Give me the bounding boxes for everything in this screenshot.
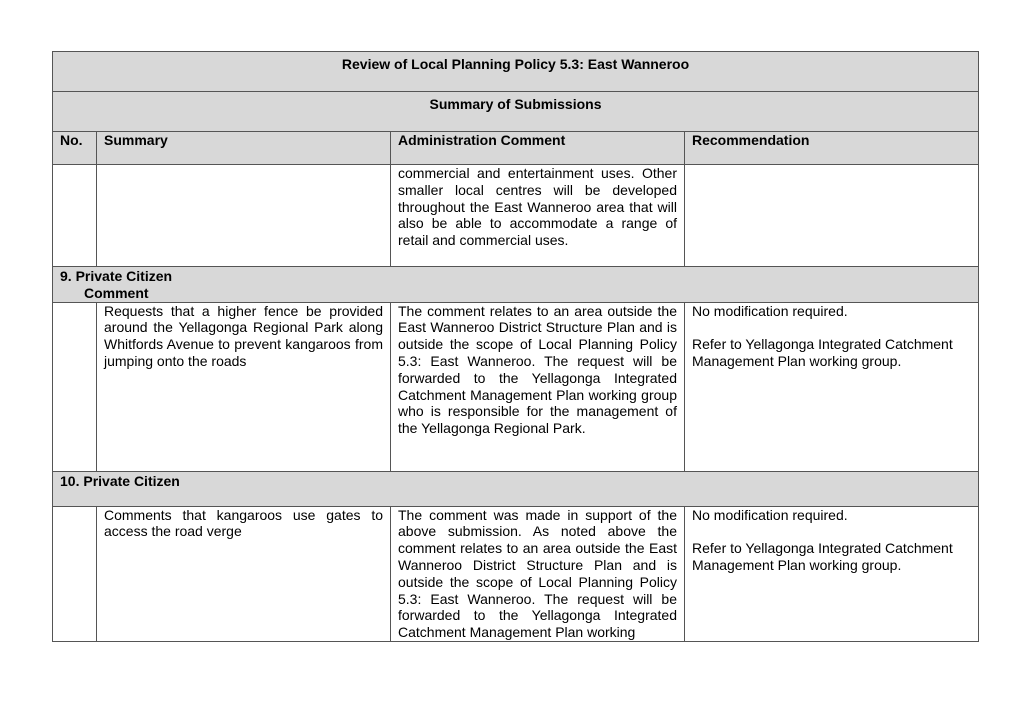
section-heading-9 [53,267,979,303]
submissions-table [52,51,979,642]
no-cell [53,165,97,267]
no-cell [53,506,97,641]
section-heading-label: 9. Private Citizen [60,268,173,284]
column-header-admin-comment: Administration Comment [391,132,685,165]
section-heading-row [53,267,979,303]
column-header-no: No. [53,132,97,165]
document-title: Review of Local Planning Policy 5.3: East Wanneroo [341,56,690,73]
admin-comment-cell: The comment relates to an area outside the East Wanneroo District Structure Plan and is outside the scope of Local Planning Policy 5.3: East Wanneroo. The request will be forwarded to the Yellagonga Integrated Catchment Management Plan working group who is responsible for the management of the Yellagonga Regional Park. [391,302,685,471]
recommendation-text: Refer to Yellagonga Integrated Catchment Management Plan working group. [692,336,953,370]
column-header-summary: Summary [97,132,391,165]
recommendation-text: No modification required. [692,506,848,523]
section-subheading-label: Comment [84,284,149,301]
section-heading-10 [53,471,979,506]
section-heading-row [53,471,979,506]
column-header-row [53,132,979,165]
recommendation-cell [685,302,979,471]
recommendation-cell [685,506,979,641]
admin-comment-cell: commercial and entertainment uses. Other smaller local centres will be developed throughout the East Wanneroo area that will also be able to accommodate a range of retail and commercial uses. [391,165,685,267]
table-row [53,165,979,267]
document-subtitle-cell [53,92,979,132]
no-cell [53,302,97,471]
section-heading-label: 10. Private Citizen [60,472,180,489]
table-row [53,506,979,641]
recommendation-text: Refer to Yellagonga Integrated Catchment Management Plan working group. [692,540,953,574]
table-row [53,302,979,471]
document-title-cell [53,52,979,92]
column-header-recommendation: Recommendation [685,132,979,165]
document-subtitle: Summary of Submissions [429,96,602,113]
summary-cell: Comments that kangaroos use gates to access the road verge [97,506,391,641]
admin-comment-cell: The comment was made in support of the above submission. As noted above the comment relates to an area outside the East Wanneroo District Structure Plan and is outside the scope of Local Planning Policy 5.3: East Wanneroo. The request will be forwarded to the Yellagonga Integrated Catchment Management Plan working [391,506,685,641]
summary-cell: Requests that a higher fence be provided around the Yellagonga Regional Park along Whitfords Avenue to prevent kangaroos from jumping onto the roads [97,302,391,471]
summary-cell [97,165,391,267]
recommendation-cell [685,165,979,267]
recommendation-text: No modification required. [692,302,848,319]
